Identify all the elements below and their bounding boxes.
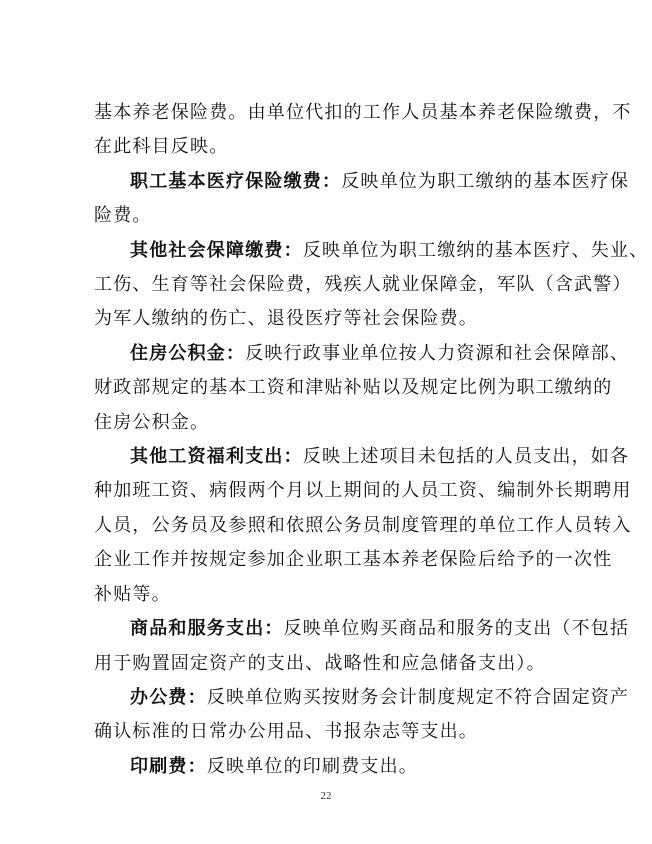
text-line	[94, 234, 649, 268]
text-segment: 反映单位为职工缴纳的基本医疗、失业、	[302, 239, 649, 261]
text-line	[94, 337, 630, 371]
text-line: 财政部规定的基本工资和津贴补贴以及规定比例为职工缴纳的	[94, 377, 613, 399]
text-segment: 反映单位的印刷费支出。	[206, 755, 419, 777]
document-body	[94, 96, 649, 784]
term-heading: 其他社会保障缴费：	[130, 239, 303, 261]
text-line: 补贴等。	[94, 583, 171, 605]
page-number: 22	[320, 790, 332, 802]
term-heading: 办公费：	[130, 686, 207, 708]
text-segment: 反映行政事业单位按人力资源和社会保障部、	[245, 342, 630, 364]
text-line: 人员，公务员及参照和依照公务员制度管理的单位工作人员转入	[94, 514, 632, 536]
paragraph-goods-services	[94, 612, 630, 681]
text-line: 种加班工资、病假两个月以上期间的人员工资、编制外长期聘用	[94, 480, 632, 502]
paragraph-pension-continued	[94, 96, 632, 165]
term-heading: 住房公积金：	[130, 342, 246, 364]
paragraph-housing-fund	[94, 337, 630, 440]
text-line	[94, 165, 630, 199]
text-segment: 反映单位购买商品和服务的支出（不包括	[283, 618, 630, 640]
text-line: 在此科目反映。	[94, 136, 229, 158]
term-heading: 职工基本医疗保险缴费：	[130, 170, 342, 192]
paragraph-office-expenses	[94, 681, 630, 750]
text-line: 为军人缴纳的伤亡、退役医疗等社会保险费。	[94, 308, 478, 330]
text-line: 确认标准的日常办公用品、书报杂志等支出。	[94, 721, 478, 743]
text-segment: 反映单位为职工缴纳的基本医疗保	[341, 170, 630, 192]
paragraph-printing-expenses	[94, 750, 572, 784]
text-line: 住房公积金。	[94, 411, 210, 433]
text-line	[94, 750, 572, 784]
text-line: 企业工作并按规定参加企业职工基本养老保险后给予的一次性	[94, 549, 613, 571]
text-line	[94, 681, 630, 715]
paragraph-medical-insurance	[94, 165, 630, 234]
text-segment: 反映上述项目未包括的人员支出，如各	[302, 446, 630, 468]
text-line: 用于购置固定资产的支出、战略性和应急储备支出）。	[94, 652, 546, 674]
text-line	[94, 612, 630, 646]
term-heading: 印刷费：	[130, 755, 207, 777]
term-heading: 商品和服务支出：	[130, 618, 284, 640]
text-line: 险费。	[94, 205, 152, 227]
text-segment: 反映单位购买按财务会计制度规定不符合固定资产	[206, 686, 630, 708]
term-heading: 其他工资福利支出：	[130, 446, 303, 468]
text-line: 工伤、生育等社会保险费，残疾人就业保障金，军队（含武警）	[94, 274, 632, 296]
paragraph-other-social-security	[94, 234, 649, 337]
text-line: 基本养老保险费。由单位代扣的工作人员基本养老保险缴费，不	[94, 102, 632, 123]
text-line	[94, 440, 630, 474]
paragraph-other-wage-welfare	[94, 440, 632, 612]
